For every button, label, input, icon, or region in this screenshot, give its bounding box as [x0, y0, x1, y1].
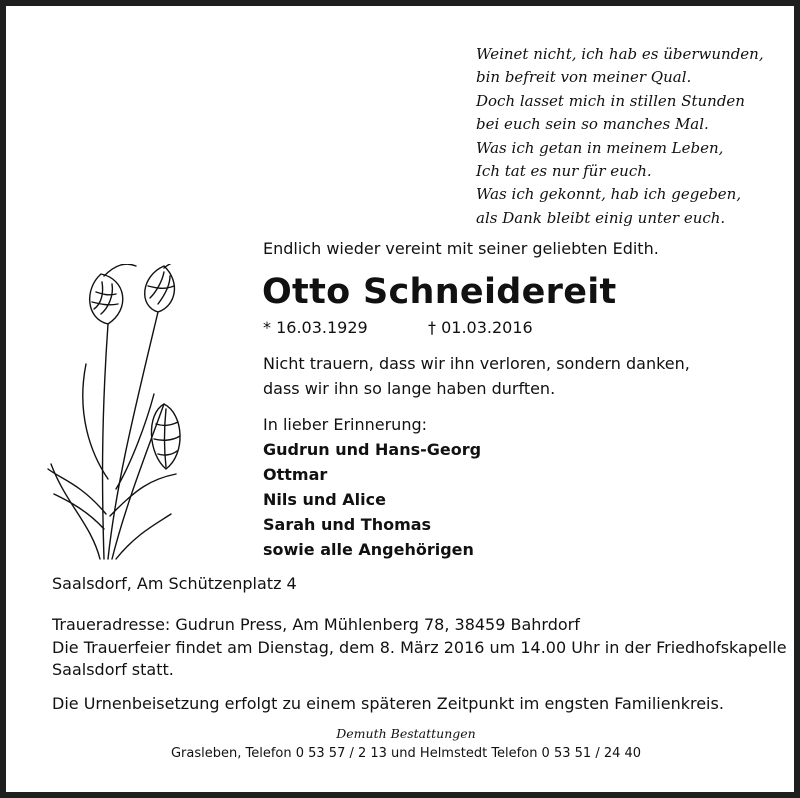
poem-line: Ich tat es nur für euch. — [476, 162, 652, 181]
ceremony-info-continued: Saalsdorf statt. — [52, 660, 174, 679]
mourner-name: Ottmar — [263, 465, 328, 484]
mourner-name: Gudrun und Hans-Georg — [263, 440, 482, 459]
mourners-list — [263, 412, 481, 562]
mourning-address: Traueradresse: Gudrun Press, Am Mühlenberg 78, 38459 Bahrdorf — [52, 615, 580, 634]
poem-line: Was ich getan in meinem Leben, — [476, 138, 724, 157]
undertaker-name: Demuth Bestattungen — [336, 726, 476, 741]
poem — [476, 43, 776, 230]
quote-line: Nicht trauern, dass wir ihn verloren, sondern danken, — [263, 354, 690, 373]
intro-text: Endlich wieder vereint mit seiner geliebten Edith. — [263, 239, 659, 258]
ceremony-info: Die Trauerfeier findet am Dienstag, dem 8. März 2016 um 14.00 Uhr in der Friedhofskapelle — [52, 638, 787, 657]
mourner-name: Sarah und Thomas — [263, 515, 432, 534]
undertaker-phones: Grasleben, Telefon 0 53 57 / 2 13 und Helmstedt Telefon 0 53 51 / 24 40 — [170, 746, 642, 761]
mourners-heading: In lieber Erinnerung: — [263, 415, 428, 434]
birth-date: * 16.03.1929 — [263, 318, 368, 337]
death-date: † 01.03.2016 — [428, 318, 533, 337]
wheat-ears-icon — [46, 264, 201, 564]
poem-line: Weinet nicht, ich hab es überwunden, — [476, 45, 764, 63]
poem-line: Doch lasset mich in stillen Stunden — [476, 91, 745, 110]
poem-line: als Dank bleibt einig unter euch. — [476, 208, 726, 227]
life-dates — [263, 318, 533, 337]
poem-line: Was ich gekonnt, hab ich gegeben, — [476, 185, 742, 204]
urn-burial-info: Die Urnenbeisetzung erfolgt zu einem späteren Zeitpunkt im engsten Familienkreis. — [52, 694, 724, 713]
memorial-quote — [263, 351, 690, 401]
mourner-name: Nils und Alice — [263, 490, 386, 509]
mourner-name: sowie alle Angehörigen — [263, 540, 474, 559]
quote-line: dass wir ihn so lange haben durften. — [263, 379, 556, 398]
residence: Saalsdorf, Am Schützenplatz 4 — [52, 574, 297, 593]
poem-line: bin befreit von meiner Qual. — [476, 68, 692, 87]
deceased-name: Otto Schneidereit — [262, 272, 617, 312]
poem-line: bei euch sein so manches Mal. — [476, 115, 709, 134]
